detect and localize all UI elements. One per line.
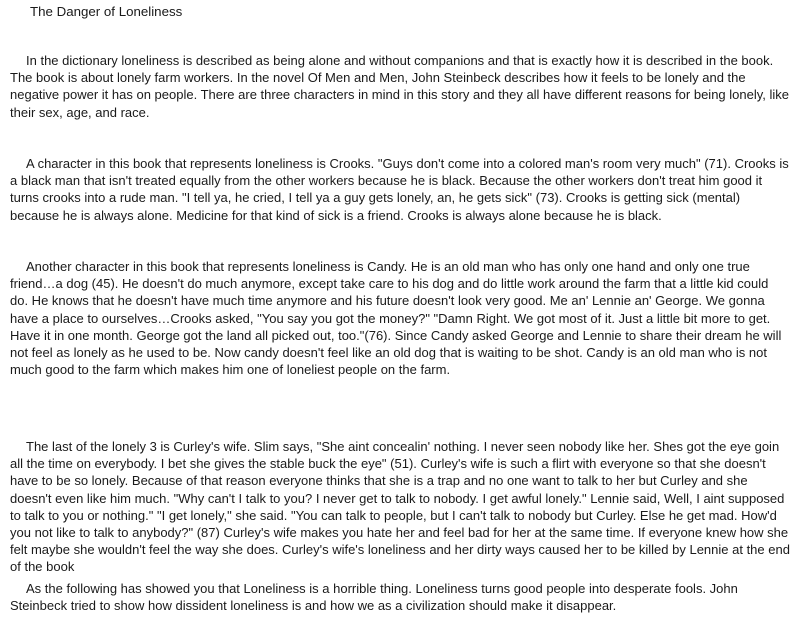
essay-paragraph-curleys-wife: The last of the lonely 3 is Curley's wife. Slim says, "She aint concealin' nothing. I never seen nobody like her. Shes got the eye goin all the time on everybody. I bet she gives the stable buck the eye" (51). Curley's wife is such a flirt with everyone so that she doesn't have to be so lonely. Because of that reason everyone thinks that she is a trap and no one want to talk to her but Curley and she doesn't even like him much. "Why can't I talk to you? I never get to talk to nobody. I get awful lonely." Lennie said, Well, I aint supposed to talk to you or nothing." "I get lonely," she said. "You can talk to people, but I can't talk to nobody but Curley. Else he get mad. How'd you not like to talk to anybody?" (87) Curley's wife makes you hate her and feel bad for her at the same time. If everyone knew how she felt maybe she wouldn't feel the way she does. Curley's wife's loneliness and her dirty ways caused her to be killed by Lennie at the end of the book xyxy=(10,439,790,575)
essay-title: The Danger of Loneliness xyxy=(30,4,183,19)
essay-paragraph-crooks: A character in this book that represents loneliness is Crooks. "Guys don't come into a colored man's room very much" (71). Crooks is a black man that isn't treated equally from the other workers because he is black. Because the other workers don't treat him good it turns crooks into a rude man. "I tell ya, he cried, I tell ya a guy gets lonely, an, he gets sick" (73). Crooks is getting sick (mental) because he is always alone. Medicine for that kind of sick is a friend. Crooks is always alone because he is black. xyxy=(10,156,789,223)
essay-paragraph-conclusion: As the following has showed you that Loneliness is a horrible thing. Loneliness turns good people into desperate fools. John Steinbeck tried to show how dissident loneliness is and how we as a civilization should make it disappear. xyxy=(10,581,738,614)
essay-page xyxy=(10,0,790,628)
essay-paragraph-intro: In the dictionary loneliness is described as being alone and without companions and that is exactly how it is described in the book. The book is about lonely farm workers. In the novel Of Men and Men, John Steinbeck describes how it feels to be lonely and the negative power it has on people. There are three characters in mind in this story and they all have different reasons for being lonely, like their sex, age, and race. xyxy=(10,53,790,120)
essay-paragraph-candy: Another character in this book that represents loneliness is Candy. He is an old man who has only one hand and only one true friend…a dog (45). He doesn't do much anymore, except take care to his dog and do little work around the farm that a little kid could do. He knows that he doesn't have much time anymore and his future doesn't look very good. Me an' Lennie an' George. We gonna have a place to ourselves…Crooks asked, "You say you got the money?" "Damn Right. We got most of it. Just a little bit more to get. Have it in one month. George got the land all picked out, too."(76). Since Candy asked George and Lennie to share their dream he will not feel as lonely as he used to be. Now candy doesn't feel like an old dog that is waiting to be shot. Candy is an old man who is not much good to the farm which makes him one of loneliest people on the farm. xyxy=(10,259,782,378)
